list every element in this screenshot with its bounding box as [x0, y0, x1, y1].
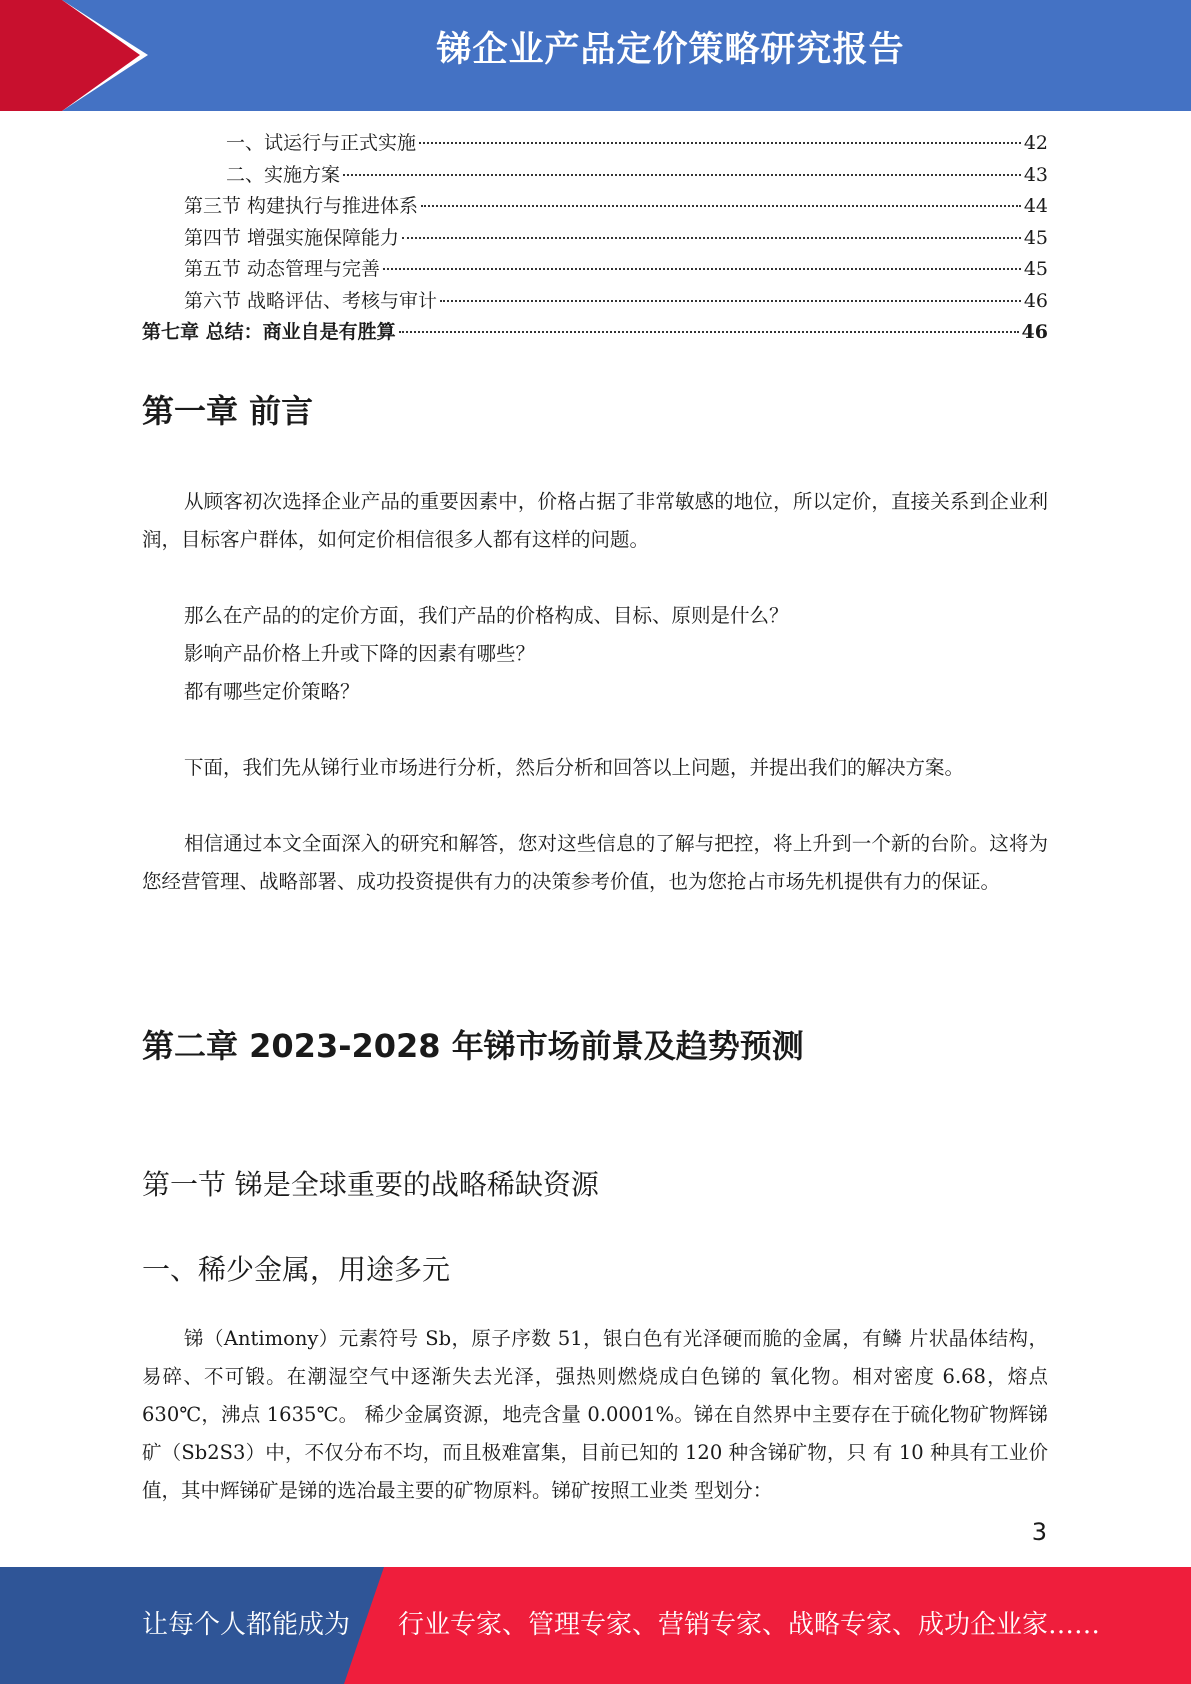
chapter-2-paragraph-1: 锑（Antimony）元素符号 Sb，原子序数 51，银白色有光泽硬而脆的金属，有鳞 片状晶体结构，易碎、不可锻。在潮湿空气中逐渐失去光泽，强热则燃烧成白色锑的 氧化物。相对密度 6.68，熔点 630℃，沸点 1635℃。 稀少金属资源，地壳含量 0.0001%。锑在自然界中主要存在于硫化物矿物辉锑 矿（Sb2S3）中，不仅分布不均，而且极难富集，目前已知的 120 种含锑矿物，只 有 10 种具有工业价值，其中辉锑矿是锑的选冶最主要的矿物原料。锑矿按照工业类 型划分：	[142, 1327, 1048, 1502]
toc-entry-title: 第三节 构建执行与推进体系	[184, 195, 419, 217]
toc-entry-title: 二、实施方案	[226, 163, 341, 186]
toc-entry[interactable]	[142, 254, 1048, 286]
toc-entry[interactable]	[142, 191, 1048, 223]
header-title: 锑企业产品定价策略研究报告	[436, 30, 905, 70]
toc-entry-title: 第五节 动态管理与完善	[184, 258, 381, 280]
toc-leader-dots	[440, 300, 1021, 302]
footer-slogan-left: 让每个人都能成为	[142, 1610, 351, 1640]
toc-entry[interactable]	[142, 223, 1048, 255]
toc-entry-title: 第六节 战略评估、考核与审计	[184, 289, 438, 312]
toc-leader-dots	[419, 142, 1021, 144]
toc-entry[interactable]	[142, 317, 1048, 349]
page-footer	[0, 1567, 1191, 1684]
toc-entry[interactable]	[142, 128, 1048, 160]
toc-entry-page: 46	[1023, 289, 1048, 312]
chapter-1-question-2: 影响产品价格上升或下降的因素有哪些？	[184, 642, 536, 665]
toc-entry-title: 第四节 增强实施保障能力	[184, 226, 400, 249]
chapter-1-question-1: 那么在产品的的定价方面，我们产品的价格构成、目标、原则是什么？	[184, 604, 789, 627]
toc-entry-page: 42	[1023, 132, 1048, 154]
chapter-1-paragraph-3: 相信通过本文全面深入的研究和解答，您对这些信息的了解与把控，将上升到一个新的台阶。这将为您经营管理、战略部署、成功投资提供有力的决策参考价值，也为您抢占市场先机提供有力的保证。	[142, 832, 1048, 893]
toc-entry-page: 44	[1023, 195, 1048, 217]
footer-slogan-right: 行业专家、管理专家、营销专家、战略专家、成功企业家……	[398, 1610, 1101, 1640]
chapter-1-question-3: 都有哪些定价策略？	[184, 680, 360, 703]
page-number: 3	[1031, 1518, 1047, 1546]
page-header	[0, 0, 1191, 111]
chapter-1-paragraph-1: 从顾客初次选择企业产品的重要因素中，价格占据了非常敏感的地位，所以定价，直接关系到企业利润，目标客户群体，如何定价相信很多人都有这样的问题。	[142, 490, 1048, 551]
subsection-1-title: 一、稀少金属，用途多元	[142, 1253, 451, 1286]
toc-leader-dots	[421, 205, 1021, 207]
toc-entry[interactable]	[142, 286, 1048, 318]
toc-leader-dots	[383, 268, 1021, 270]
toc-leader-dots	[399, 331, 1019, 333]
chapter-1-paragraph-2: 下面，我们先从锑行业市场进行分析，然后分析和回答以上问题，并提出我们的解决方案。	[184, 756, 965, 779]
toc-leader-dots	[343, 174, 1021, 176]
toc-entry-title: 第七章 总结：商业自是有胜算	[142, 321, 396, 343]
toc-entry-page: 45	[1023, 226, 1048, 249]
toc-entry-page: 46	[1021, 321, 1048, 343]
section-1-title: 第一节 锑是全球重要的战略稀缺资源	[142, 1168, 599, 1201]
chapter-1-title: 第一章 前言	[142, 392, 314, 430]
toc-entry[interactable]	[142, 160, 1048, 192]
toc-entry-page: 45	[1023, 258, 1048, 280]
table-of-contents	[142, 128, 1048, 349]
toc-leader-dots	[402, 237, 1021, 239]
chapter-2-title: 第二章 2023-2028 年锑市场前景及趋势预测	[142, 1027, 804, 1065]
toc-entry-page: 43	[1023, 163, 1048, 186]
toc-entry-title: 一、试运行与正式实施	[226, 132, 417, 154]
